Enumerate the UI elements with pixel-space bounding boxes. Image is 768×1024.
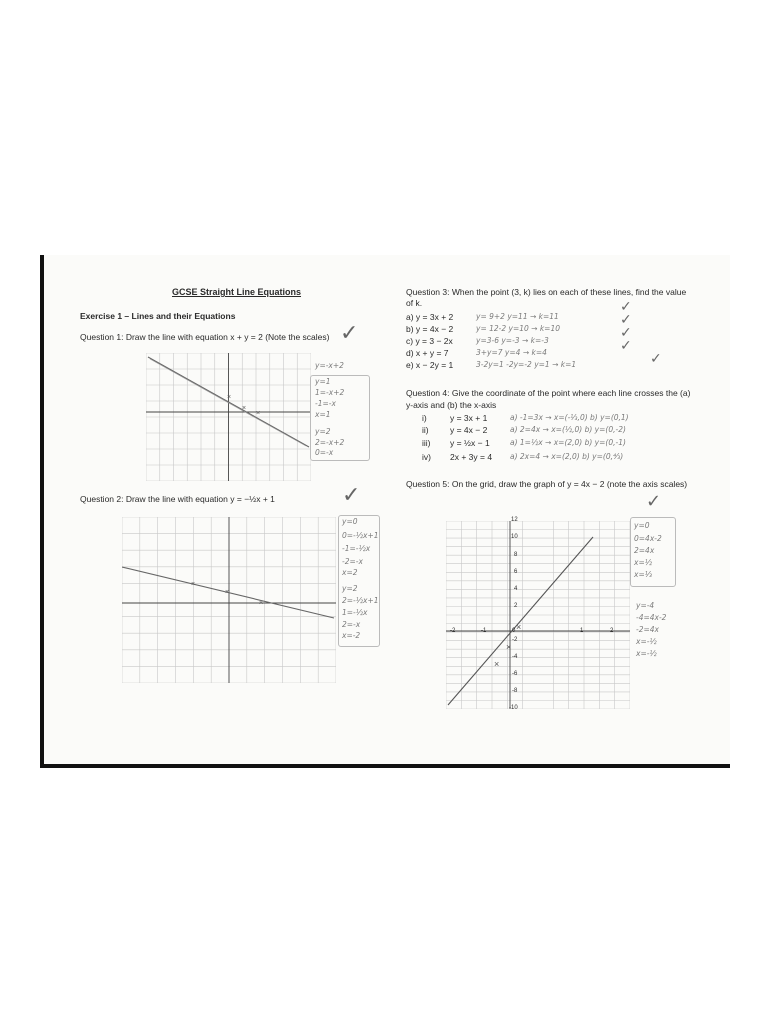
q2-heading: Question 2: Draw the line with equation y = −½x + 1 [80, 494, 275, 504]
q5-y-tick: 6 [514, 569, 518, 575]
svg-text:×: × [256, 410, 261, 417]
q2-working-line: x=-2 [342, 631, 361, 640]
q3-check-mark: ✓ [620, 325, 632, 341]
q5-y-tick: -6 [512, 671, 518, 677]
q3-check-mark: ✓ [620, 338, 632, 354]
q5-y-tick: -2 [512, 637, 518, 643]
svg-text:×: × [242, 405, 247, 412]
q2-check-mark: ✓ [342, 483, 361, 508]
q1-heading: Question 1: Draw the line with equation x + y = 2 (Note the scales) [80, 332, 330, 342]
q1-working-line: y=1 [315, 377, 331, 386]
q5-working-line: x=½ [634, 558, 652, 567]
scanned-worksheet [40, 255, 730, 768]
q1-grid [146, 353, 311, 481]
q4-item-equation: y = ½x − 1 [450, 438, 490, 448]
q3-item-label: b) y = 4x − 2 [406, 324, 454, 334]
q5-working-line: 2=4x [634, 546, 655, 555]
q2-grid [122, 517, 336, 683]
q3-item-label: a) y = 3x + 2 [406, 312, 454, 322]
q5-y-tick: -8 [512, 688, 518, 694]
q2-working-line: 0=-½x+1 [342, 531, 379, 540]
exercise-heading: Exercise 1 – Lines and their Equations [80, 311, 236, 321]
q2-working-line: 1=-½x [342, 608, 368, 617]
q3-heading-cont: of k. [406, 298, 423, 308]
q1-check-mark: ✓ [340, 321, 359, 346]
svg-text:×: × [506, 642, 512, 652]
worksheet-title: GCSE Straight Line Equations [172, 287, 302, 297]
svg-text:×: × [494, 659, 500, 669]
q1-working-line: x=1 [315, 410, 331, 419]
q3-check-mark: ✓ [620, 312, 632, 328]
q5-working-line: 0=4x-2 [634, 534, 662, 543]
q4-item-number: i) [422, 413, 427, 423]
q4-item-equation: 2x + 3y = 4 [450, 452, 493, 462]
q4-item-number: ii) [422, 425, 429, 435]
q1-working-line: 0=-x [315, 448, 334, 457]
q4-item-working: a) -1=3x → x=(-⅓,0) b) y=(0,1) [510, 413, 629, 422]
q5-y-tick: 12 [511, 517, 518, 523]
q1-working-line: 1=-x+2 [315, 388, 345, 397]
q2-working-line: y=2 [342, 584, 358, 593]
q5-y-tick: 10 [511, 534, 518, 540]
q4-item-working: a) 1=½x → x=(2,0) b) y=(0,-1) [510, 438, 626, 447]
svg-text:×: × [227, 394, 232, 401]
q3-item-working: y= 12-2 y=10 → k=10 [476, 324, 561, 333]
q5-x-tick: 2 [610, 628, 614, 634]
q5-y-tick: -4 [512, 654, 518, 660]
q3-item-working: y= 9+2 y=11 → k=11 [476, 312, 559, 321]
q5-y-tick: -10 [509, 705, 518, 711]
q1-working-line: -1=-x [315, 399, 336, 408]
q5-x-tick: 1 [580, 628, 584, 634]
q4-item-number: iii) [422, 438, 431, 448]
q1-working-line: y=-x+2 [315, 361, 344, 370]
q5-working-line: y=-4 [636, 601, 655, 610]
q5-y-tick: 8 [514, 552, 518, 558]
q2-working-line: 2=-½x+1 [342, 596, 379, 605]
q3-item-working: 3-2y=1 -2y=-2 y=1 → k=1 [476, 360, 577, 369]
q3-item-working: y=3-6 y=-3 → k=-3 [476, 336, 549, 345]
q3-item-working: 3+y=7 y=4 → k=4 [476, 348, 547, 357]
q3-item-label: d) x + y = 7 [406, 348, 449, 358]
q5-working-line: x=⅓ [634, 570, 652, 579]
q2-working-line: -2=-x [342, 557, 363, 566]
q3-item-label: c) y = 3 − 2x [406, 336, 453, 346]
q5-grid [446, 521, 630, 709]
svg-text:×: × [516, 622, 522, 632]
q4-item-equation: y = 3x + 1 [450, 413, 488, 423]
q4-item-working: a) 2=4x → x=(½,0) b) y=(0,-2) [510, 425, 626, 434]
q5-y-tick: 2 [514, 603, 518, 609]
q5-x-tick: 0 [512, 628, 516, 634]
q5-y-tick: 4 [514, 586, 518, 592]
q2-working-line: -1=-½x [342, 544, 371, 553]
q5-working-line: x=-½ [636, 637, 657, 646]
q5-working-line: y=0 [634, 521, 650, 530]
svg-text:×: × [225, 589, 230, 596]
q5-x-tick: -1 [481, 628, 487, 634]
svg-text:×: × [191, 581, 196, 588]
svg-text:×: × [259, 600, 264, 607]
q2-working-line: y=0 [342, 517, 358, 526]
q3-item-label: e) x − 2y = 1 [406, 360, 454, 370]
q5-heading: Question 5: On the grid, draw the graph of y = 4x − 2 (note the axis scales) [406, 479, 688, 489]
q3-check-mark: ✓ [650, 351, 662, 367]
q4-heading: Question 4: Give the coordinate of the point where each line crosses the (a) [406, 388, 691, 398]
q4-heading-cont: y-axis and (b) the x-axis [406, 400, 497, 410]
q2-working-line: x=2 [342, 568, 358, 577]
q2-working-line: 2=-x [342, 620, 361, 629]
q1-working-line: y=2 [315, 427, 331, 436]
q4-item-working: a) 2x=4 → x=(2,0) b) y=(0,⁴⁄₃) [510, 452, 624, 461]
q4-item-number: iv) [422, 452, 431, 462]
q4-item-equation: y = 4x − 2 [450, 425, 488, 435]
q5-x-tick: -2 [450, 628, 456, 634]
q1-working-line: 2=-x+2 [315, 438, 345, 447]
q5-check-mark: ✓ [646, 491, 662, 512]
q3-check-mark: ✓ [620, 299, 632, 315]
q5-working-line: -4=4x-2 [636, 613, 667, 622]
q3-heading: Question 3: When the point (3, k) lies on each of these lines, find the value [406, 287, 687, 297]
q5-working-line: -2=4x [636, 625, 659, 634]
q5-working-line: x=-½ [636, 649, 657, 658]
